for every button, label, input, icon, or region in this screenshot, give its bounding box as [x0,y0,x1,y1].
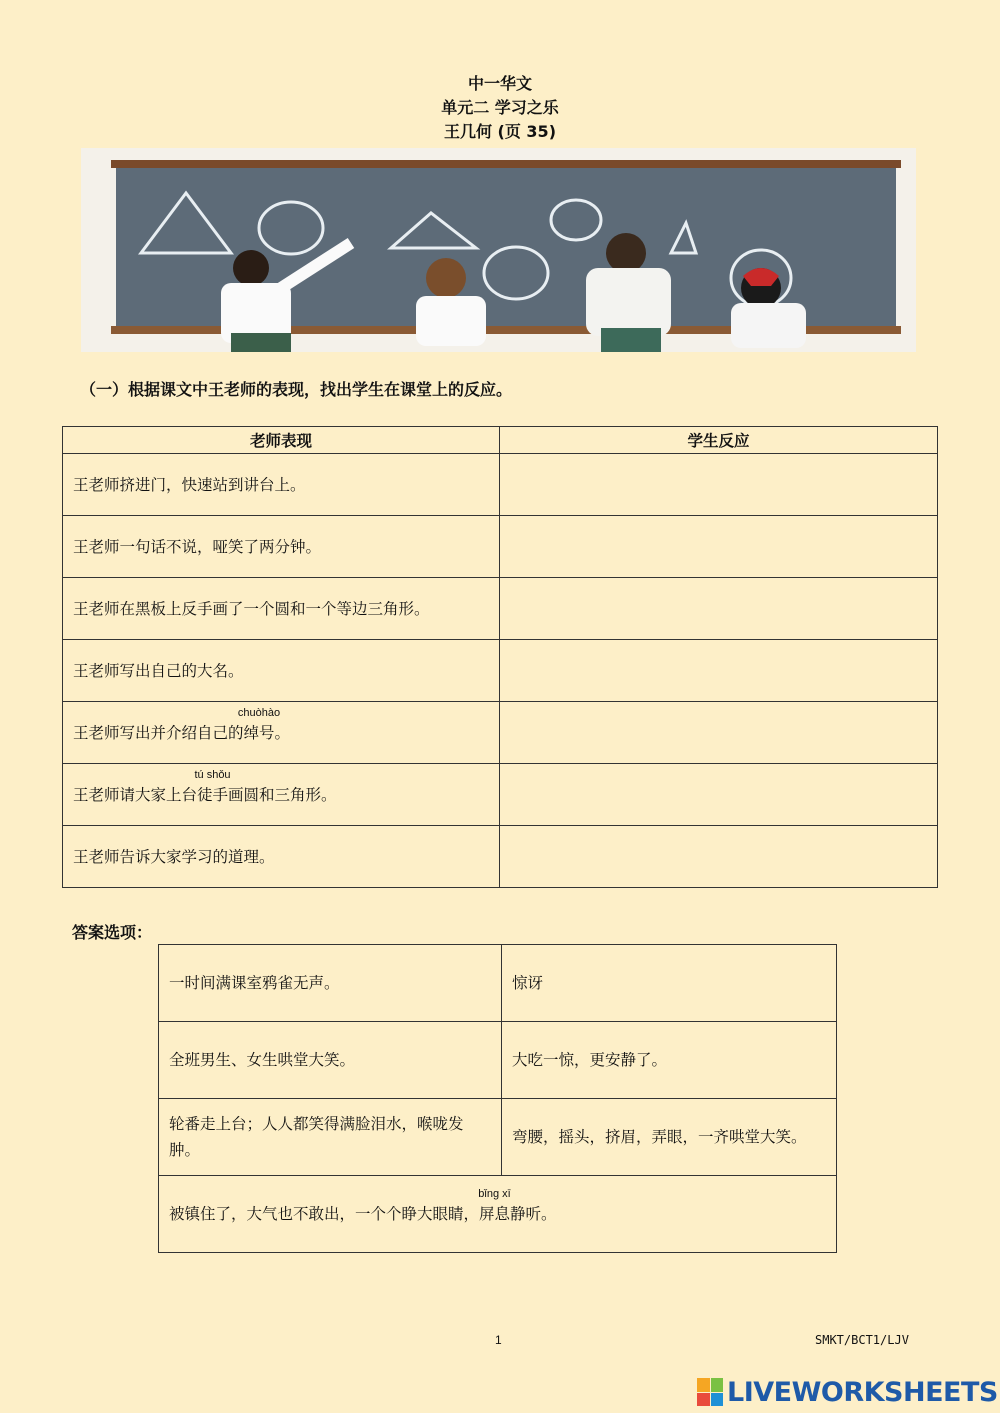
answer-option[interactable]: 轮番走上台；人人都笑得满脸泪水，喉咙发肿。 [159,1099,502,1176]
teacher-action: 王老师挤进门，快速站到讲台上。 [63,454,500,516]
answer-row [159,1176,837,1253]
answer-row [159,945,837,1022]
question-prompt: （一）根据课文中王老师的表现，找出学生在课堂上的反应。 [80,380,513,399]
liveworksheets-brand[interactable] [697,1376,998,1408]
page-number: 1 [495,1333,502,1347]
document-code: SMKT/BCT1/LJV [815,1333,909,1347]
document-header [0,72,1000,144]
table-row [63,640,938,702]
pinyin-annotation: chuòhào [237,706,281,719]
unit-title: 单元二 学习之乐 [441,98,559,117]
table-row [63,826,938,888]
table-row [63,578,938,640]
table-row [63,516,938,578]
table-row [63,702,938,764]
answer-options-table [158,944,837,1253]
answer-options-label: 答案选项： [72,923,153,942]
table-row [63,764,938,826]
student-reaction-answer[interactable] [500,640,938,702]
student-reaction-answer[interactable] [500,454,938,516]
lesson-title: 王几何 (页 35) [443,122,557,141]
answer-row [159,1022,837,1099]
teacher-action: 王老师写出并介绍自己的 chuòhào 绰号。 [63,702,500,764]
student-reaction-answer[interactable] [500,702,938,764]
answer-option[interactable]: 被镇住了，大气也不敢出，一个个睁大眼睛， bǐng xī 屏息静听。 [159,1176,837,1253]
classroom-illustration [81,148,916,352]
teacher-action: 王老师写出自己的大名。 [63,640,500,702]
teacher-student-table [62,426,938,888]
answer-option[interactable]: 弯腰，摇头，挤眉，弄眼，一齐哄堂大笑。 [502,1099,837,1176]
answer-option[interactable]: 惊讶 [502,945,837,1022]
column-header-teacher: 老师表现 [63,427,500,454]
teacher-action: 王老师在黑板上反手画了一个圆和一个等边三角形。 [63,578,500,640]
teacher-action: 王老师一句话不说，哑笑了两分钟。 [63,516,500,578]
answer-option[interactable]: 一时间满课室鸦雀无声。 [159,945,502,1022]
pinyin-annotation: tú shǒu [194,768,231,781]
pinyin-annotation: bǐng xī [478,1188,511,1200]
brand-name: LIVEWORKSHEETS [727,1376,998,1408]
column-header-student: 学生反应 [500,427,938,454]
student-reaction-answer[interactable] [500,578,938,640]
answer-row [159,1099,837,1176]
student-reaction-answer[interactable] [500,764,938,826]
table-header-row [63,427,938,454]
course-title: 中一华文 [467,74,532,93]
teacher-action: 王老师告诉大家学习的道理。 [63,826,500,888]
answer-option[interactable]: 大吃一惊，更安静了。 [502,1022,837,1099]
table-row [63,454,938,516]
liveworksheets-logo-icon [697,1378,723,1406]
answer-option[interactable]: 全班男生、女生哄堂大笑。 [159,1022,502,1099]
student-reaction-answer[interactable] [500,516,938,578]
student-reaction-answer[interactable] [500,826,938,888]
teacher-action: 王老师请大家上台 tú shǒu 徒手画圆和三角形。 [63,764,500,826]
